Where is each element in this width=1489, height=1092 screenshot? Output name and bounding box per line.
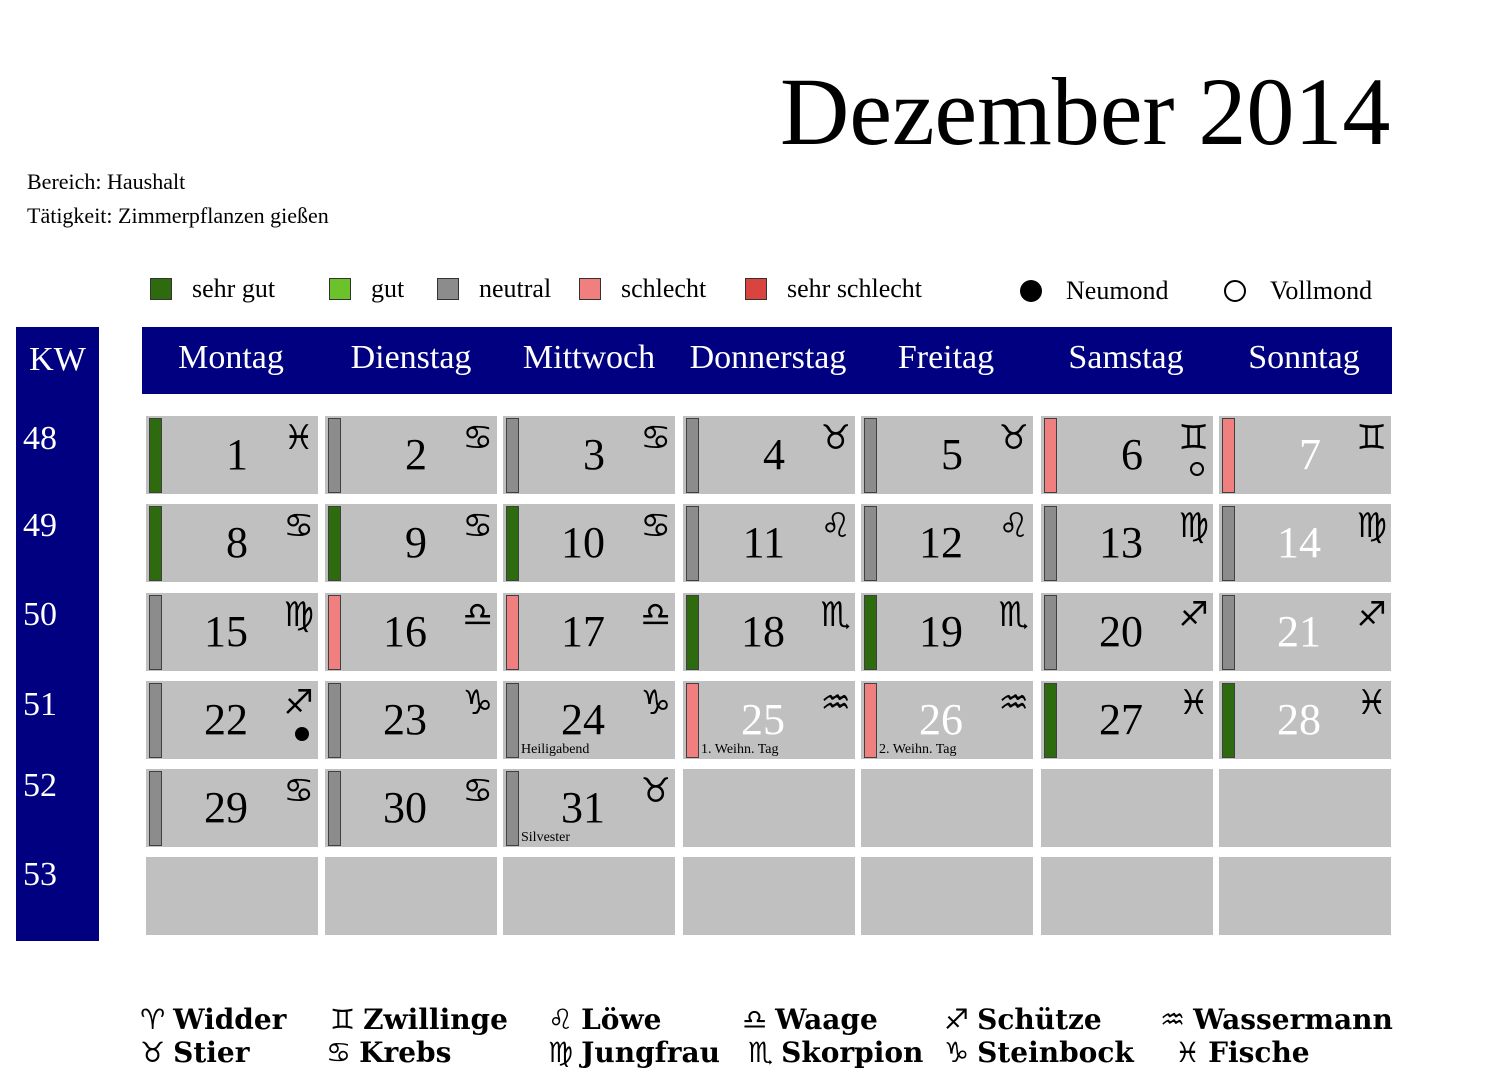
zodiac-sign-icon: ♉ <box>640 771 671 811</box>
day-number: 11 <box>742 518 785 567</box>
week-number: 51 <box>23 686 57 723</box>
rating-bar <box>328 418 341 493</box>
legend-item-full-moon <box>1224 274 1372 308</box>
zodiac-symbol-icon: ♏ <box>748 1036 774 1069</box>
day-cell <box>861 681 1033 759</box>
rating-bar <box>149 418 162 493</box>
empty-day-cell <box>861 769 1033 847</box>
empty-day-cell <box>861 857 1033 935</box>
day-number: 15 <box>204 607 248 656</box>
rating-bar <box>1044 506 1057 581</box>
full-moon-icon <box>1190 462 1204 476</box>
day-cell <box>146 416 318 494</box>
day-number: 22 <box>204 695 248 744</box>
zodiac-key-item <box>548 1003 661 1037</box>
zodiac-sign-icon: ♐ <box>1178 595 1209 635</box>
rating-bar <box>1222 683 1235 758</box>
rating-bar <box>1044 595 1057 670</box>
day-number: 13 <box>1099 518 1143 567</box>
day-number: 5 <box>941 430 963 479</box>
zodiac-key-item <box>944 1036 1134 1070</box>
weekday-mittwoch: Mittwoch <box>522 339 656 376</box>
day-cell <box>146 593 318 671</box>
zodiac-name: Waage <box>775 1003 878 1036</box>
day-cell <box>1219 504 1391 582</box>
day-cell <box>503 416 675 494</box>
day-number: 29 <box>204 783 248 832</box>
weekday-freitag: Freitag <box>897 339 995 376</box>
rating-bar <box>864 595 877 670</box>
calendar-week-column <box>16 327 99 941</box>
day-cell <box>146 769 318 847</box>
zodiac-symbol-icon: ♈ <box>140 1003 166 1036</box>
rating-bar <box>328 771 341 846</box>
day-cell <box>1219 416 1391 494</box>
category-label: Bereich: Haushalt <box>27 169 186 194</box>
rating-bar <box>686 595 699 670</box>
zodiac-sign-icon: ♊ <box>1356 418 1387 458</box>
zodiac-sign-icon: ♋ <box>462 506 493 546</box>
activity-label: Tätigkeit: Zimmerpflanzen gießen <box>27 203 329 228</box>
zodiac-name: Jungfrau <box>581 1036 720 1069</box>
day-number: 17 <box>561 607 605 656</box>
week-number: 53 <box>23 856 57 893</box>
day-cell <box>683 416 855 494</box>
empty-day-cell <box>1041 857 1213 935</box>
rating-bar <box>149 771 162 846</box>
day-number: 1 <box>226 430 248 479</box>
new-moon-icon <box>295 727 309 741</box>
weekday-dienstag: Dienstag <box>350 339 472 376</box>
weekday-samstag: Samstag <box>1068 339 1184 376</box>
zodiac-sign-icon: ♌ <box>820 506 851 546</box>
day-cell <box>683 593 855 671</box>
zodiac-symbol-icon: ♋ <box>326 1036 352 1069</box>
zodiac-name: Steinbock <box>977 1036 1134 1069</box>
zodiac-sign-icon: ♍ <box>1356 506 1387 546</box>
legend-label: neutral <box>479 274 552 303</box>
zodiac-sign-icon: ♋ <box>640 506 671 546</box>
rating-bar <box>686 418 699 493</box>
day-number: 12 <box>919 518 963 567</box>
week-number: 49 <box>23 507 57 544</box>
rating-bar <box>864 418 877 493</box>
zodiac-sign-icon: ♓ <box>1356 683 1387 723</box>
new-moon-icon <box>1020 280 1042 302</box>
zodiac-sign-icon: ♐ <box>283 683 314 723</box>
zodiac-key-item <box>748 1036 923 1070</box>
zodiac-sign-icon: ♋ <box>283 506 314 546</box>
zodiac-symbol-icon: ♌ <box>548 1003 574 1036</box>
zodiac-sign-icon: ♐ <box>1356 595 1387 635</box>
rating-bar <box>506 771 519 846</box>
day-number: 16 <box>383 607 427 656</box>
zodiac-name: Stier <box>173 1036 250 1069</box>
rating-bar <box>506 418 519 493</box>
holiday-label: Silvester <box>521 830 570 845</box>
day-cell <box>861 504 1033 582</box>
rating-bar <box>864 683 877 758</box>
zodiac-sign-icon: ♎ <box>462 595 493 635</box>
legend-item-n <box>437 272 551 306</box>
empty-day-cell <box>325 857 497 935</box>
zodiac-sign-icon: ♑ <box>462 683 493 723</box>
day-number: 30 <box>383 783 427 832</box>
legend-label: Neumond <box>1066 276 1169 305</box>
holiday-label: 2. Weihn. Tag <box>879 742 957 757</box>
weekday-sonntag: Sonntag <box>1248 339 1360 376</box>
weekday-montag: Montag <box>178 339 284 376</box>
rating-bar <box>686 506 699 581</box>
day-cell <box>146 504 318 582</box>
day-number: 2 <box>405 430 427 479</box>
zodiac-sign-icon: ♋ <box>462 418 493 458</box>
day-number: 25 <box>741 695 785 744</box>
day-number: 9 <box>405 518 427 567</box>
page-title: Dezember 2014 <box>780 58 1391 165</box>
day-number: 28 <box>1277 695 1321 744</box>
day-cell <box>683 504 855 582</box>
day-cell <box>1041 504 1213 582</box>
legend-label: Vollmond <box>1270 276 1373 305</box>
zodiac-key-item <box>548 1036 720 1070</box>
day-cell <box>1041 416 1213 494</box>
zodiac-key-item <box>140 1036 249 1070</box>
legend-swatch <box>579 278 601 300</box>
zodiac-sign-icon: ♏ <box>820 595 851 635</box>
zodiac-name: Skorpion <box>781 1036 924 1069</box>
day-cell <box>861 593 1033 671</box>
zodiac-sign-icon: ♋ <box>283 771 314 811</box>
zodiac-sign-icon: ♒ <box>820 683 851 723</box>
day-cell <box>1219 593 1391 671</box>
zodiac-key-item <box>742 1003 878 1037</box>
zodiac-symbol-icon: ♎ <box>742 1003 768 1036</box>
zodiac-name: Krebs <box>359 1036 452 1069</box>
zodiac-symbol-icon: ♍ <box>548 1036 574 1069</box>
zodiac-name: Löwe <box>581 1003 662 1036</box>
rating-bar <box>328 683 341 758</box>
rating-bar <box>149 506 162 581</box>
zodiac-sign-icon: ♓ <box>283 418 314 458</box>
rating-bar <box>506 683 519 758</box>
day-number: 31 <box>561 783 605 832</box>
weekday-donnerstag: Donnerstag <box>689 339 847 376</box>
day-number: 21 <box>1277 607 1321 656</box>
calendar-week-header: KW <box>29 341 86 378</box>
legend-label: schlecht <box>621 274 707 303</box>
zodiac-sign-icon: ♑ <box>640 683 671 723</box>
day-number: 14 <box>1277 518 1321 567</box>
legend-swatch <box>329 278 351 300</box>
zodiac-name: Widder <box>173 1003 287 1036</box>
day-number: 3 <box>583 430 605 479</box>
zodiac-sign-icon: ♓ <box>1178 683 1209 723</box>
zodiac-key-item <box>1160 1003 1393 1037</box>
zodiac-name: Schütze <box>977 1003 1102 1036</box>
legend-item-g <box>329 272 404 306</box>
day-number: 4 <box>763 430 785 479</box>
day-number: 23 <box>383 695 427 744</box>
legend-label: sehr schlecht <box>787 274 923 303</box>
zodiac-sign-icon: ♋ <box>640 418 671 458</box>
zodiac-sign-icon: ♋ <box>462 771 493 811</box>
zodiac-key-item <box>330 1003 508 1037</box>
day-cell <box>503 593 675 671</box>
rating-bar <box>1222 595 1235 670</box>
rating-bar <box>686 683 699 758</box>
day-cell <box>146 681 318 759</box>
day-number: 18 <box>741 607 785 656</box>
week-number: 48 <box>23 420 57 457</box>
empty-day-cell <box>503 857 675 935</box>
zodiac-sign-icon: ♍ <box>283 595 314 635</box>
zodiac-sign-icon: ♒ <box>998 683 1029 723</box>
day-cell <box>325 416 497 494</box>
day-number: 19 <box>919 607 963 656</box>
day-cell <box>503 681 675 759</box>
legend-item-sg <box>150 272 275 306</box>
day-cell <box>325 593 497 671</box>
day-cell <box>683 681 855 759</box>
zodiac-key-item <box>1175 1036 1310 1070</box>
zodiac-sign-icon: ♏ <box>998 595 1029 635</box>
day-number: 26 <box>919 695 963 744</box>
day-cell <box>325 504 497 582</box>
day-number: 8 <box>226 518 248 567</box>
rating-bar <box>328 595 341 670</box>
day-number: 7 <box>1299 430 1321 479</box>
day-cell <box>503 504 675 582</box>
legend-label: sehr gut <box>192 274 276 303</box>
day-number: 24 <box>561 695 605 744</box>
rating-bar <box>506 595 519 670</box>
day-number: 6 <box>1121 430 1143 479</box>
full-moon-icon <box>1224 280 1246 302</box>
zodiac-name: Fische <box>1208 1036 1310 1069</box>
empty-day-cell <box>683 857 855 935</box>
rating-bar <box>149 683 162 758</box>
weekday-header <box>142 327 1392 394</box>
day-number: 20 <box>1099 607 1143 656</box>
zodiac-name: Wassermann <box>1193 1003 1393 1036</box>
zodiac-sign-icon: ♉ <box>998 418 1029 458</box>
day-number: 27 <box>1099 695 1143 744</box>
legend-swatch <box>437 278 459 300</box>
rating-bar <box>328 506 341 581</box>
holiday-label: 1. Weihn. Tag <box>701 742 779 757</box>
legend-swatch <box>745 278 767 300</box>
day-number: 10 <box>561 518 605 567</box>
legend-swatch <box>150 278 172 300</box>
empty-day-cell <box>146 857 318 935</box>
zodiac-symbol-icon: ♓ <box>1175 1036 1201 1069</box>
rating-bar <box>864 506 877 581</box>
holiday-label: Heiligabend <box>521 742 590 757</box>
empty-day-cell <box>683 769 855 847</box>
zodiac-sign-icon: ♊ <box>1178 418 1209 458</box>
day-cell <box>503 769 675 847</box>
day-cell <box>325 769 497 847</box>
rating-bar <box>1044 683 1057 758</box>
rating-bar <box>1222 418 1235 493</box>
zodiac-sign-icon: ♌ <box>998 506 1029 546</box>
zodiac-name: Zwillinge <box>363 1003 508 1036</box>
rating-bar <box>149 595 162 670</box>
day-cell <box>1041 593 1213 671</box>
legend-item-new-moon <box>1020 274 1169 308</box>
zodiac-symbol-icon: ♑ <box>944 1036 970 1069</box>
day-cell <box>1041 681 1213 759</box>
zodiac-sign-icon: ♎ <box>640 595 671 635</box>
empty-day-cell <box>1041 769 1213 847</box>
empty-day-cell <box>1219 857 1391 935</box>
legend-item-s <box>579 272 706 306</box>
zodiac-sign-icon: ♍ <box>1178 506 1209 546</box>
rating-bar <box>1222 506 1235 581</box>
zodiac-key-item <box>326 1036 451 1070</box>
zodiac-symbol-icon: ♉ <box>140 1036 166 1069</box>
empty-day-cell <box>1219 769 1391 847</box>
legend-item-ss <box>745 272 922 306</box>
week-number: 52 <box>23 767 57 804</box>
week-number: 50 <box>23 596 57 633</box>
day-cell <box>325 681 497 759</box>
day-cell <box>861 416 1033 494</box>
zodiac-key-item <box>944 1003 1102 1037</box>
zodiac-symbol-icon: ♐ <box>944 1003 970 1036</box>
day-cell <box>1219 681 1391 759</box>
rating-bar <box>1044 418 1057 493</box>
zodiac-symbol-icon: ♒ <box>1160 1003 1186 1036</box>
zodiac-key-item <box>140 1003 286 1037</box>
rating-bar <box>506 506 519 581</box>
zodiac-sign-icon: ♉ <box>820 418 851 458</box>
legend-label: gut <box>371 274 405 303</box>
zodiac-symbol-icon: ♊ <box>330 1003 356 1036</box>
